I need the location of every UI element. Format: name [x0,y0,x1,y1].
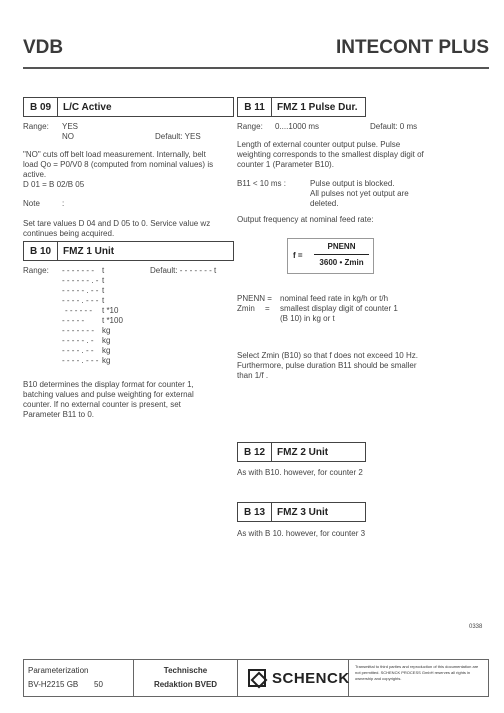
param-title: FMZ 1 Unit [63,245,115,257]
def-value: smallest display digit of counter 1 [280,304,398,313]
formula-numerator: PNENN [327,242,356,251]
formula-lhs: f = [293,251,303,260]
param-box-b11 [237,97,366,117]
footer-page-number: 50 [94,680,103,689]
range-unit: t [102,276,105,285]
param-code: B 11 [238,98,272,116]
range-pattern: - - - - . - - [62,346,94,355]
condition-text: Pulse output is blocked. [310,179,395,188]
footer-legal-cell [349,660,488,696]
select-line: than 1/f . [237,371,269,380]
desc-line: "NO" cuts off belt load measurement. Internally, belt [23,150,206,159]
param-title: FMZ 1 Pulse Dur. [277,101,358,113]
range-pattern: - - - - . - - - [62,296,99,305]
desc-line: batching values and pulse weighting for external [23,390,194,399]
param-code: B 09 [24,98,58,116]
footer-dept-cell [134,660,238,696]
freq-label: Output frequency at nominal feed rate: [237,215,374,224]
frequency-formula [287,238,374,274]
def-value: (B 10) in kg or t [280,314,335,323]
footer-section: Parameterization [28,666,89,675]
desc-line: weighting corresponds to the smallest display digit of [237,150,424,159]
condition-text: deleted. [310,199,339,208]
condition-text: All pulses not yet output are [310,189,409,198]
note-line: Set tare values D 04 and D 05 to 0. Service value wz [23,219,211,228]
brand-name: SCHENCK [272,669,350,687]
note-colon: : [62,199,65,208]
param-box-b09 [23,97,234,117]
param-box-b10 [23,241,234,261]
note-line: continues being acquired. [23,229,115,238]
range-pattern: - - - - - - - [62,266,94,275]
range-pattern: - - - - - . - - [62,286,99,295]
desc-line: active. [23,170,47,179]
param-box-b12 [237,442,366,462]
desc-line: load Qo = P0/V0 8 (computed from nominal values) is [23,160,214,169]
desc-line: Parameter B11 to 0. [23,410,94,419]
header-rule [23,67,489,69]
note-label: Note [23,199,40,208]
range-unit: kg [102,346,111,355]
range-unit: kg [102,336,111,345]
range-unit: t *10 [102,306,119,315]
header-left: VDB [23,37,64,58]
footer-logo-cell [238,660,349,696]
default-value: Default: YES [155,132,201,141]
range-pattern: - - - - - - - [62,326,94,335]
param-title: FMZ 2 Unit [277,446,329,458]
range-label: Range: [237,122,263,131]
schenck-logo-icon [248,669,266,687]
range-unit: t *100 [102,316,123,325]
range-label: Range: [23,122,49,131]
range-option: YES [62,122,79,131]
range-option: NO [62,132,74,141]
param-title: L/C Active [63,101,112,113]
def-key: Zmin [237,304,255,313]
default-value: Default: - - - - - - - t [150,266,217,275]
param-code: B 12 [238,443,272,461]
range-value: 0....1000 ms [275,122,320,131]
range-pattern: - - - - - [62,316,85,325]
formula-denominator: 3600 • Zmin [319,258,364,267]
default-value: Default: 0 ms [370,122,418,131]
legal-notice: Transmittal to third parties and reproduction of this documentation are not permitted. SCHENCK PROCESS GmbH reserves all rights in ownership and copyrights. [355,664,479,681]
param-box-b13 [237,502,366,522]
desc-line: counter. If no external counter is present, set [23,400,181,409]
desc-line: B10 determines the display format for counter 1, [23,380,194,389]
def-value: nominal feed rate in kg/h or t/h [280,294,389,303]
range-unit: kg [102,326,111,335]
param-code: B 10 [24,242,58,260]
desc-line: Length of external counter output pulse. Pulse [237,140,401,149]
range-pattern: - - - - . - - - [62,356,99,365]
desc-line: D 01 = B 02/B 05 [23,180,85,189]
footer-dept: Technische [163,666,208,675]
desc-line: As with B 10. however, for counter 3 [237,529,366,538]
desc-line: As with B10. however, for counter 2 [237,468,363,477]
footer [23,659,489,697]
select-line: Furthermore, pulse duration B11 should be smaller [237,361,417,370]
range-label: Range: [23,266,49,275]
fraction-bar [314,254,369,255]
footer-doc-cell [24,660,134,696]
def-eq: = [265,304,270,313]
range-pattern: - - - - - - [65,306,93,315]
range-unit: t [102,266,105,275]
param-title: FMZ 3 Unit [277,506,329,518]
condition-label: B11 < 10 ms : [237,179,286,188]
select-line: Select Zmin (B10) so that f does not exceed 10 Hz. [237,351,418,360]
param-code: B 13 [238,503,272,521]
range-pattern: - - - - - . - [62,336,94,345]
header-right: INTECONT PLUS [335,37,489,58]
range-unit: t [102,296,105,305]
page-ref: 0338 [469,624,483,630]
range-unit: kg [102,356,111,365]
range-unit: t [102,286,105,295]
schenck-logo [248,669,350,687]
range-pattern: - - - - - - . - [62,276,99,285]
footer-dept: Redaktion BVED [153,680,218,689]
def-key: PNENN = [237,294,272,303]
desc-line: counter 1 (Parameter B10). [237,160,334,169]
footer-doc-number: BV-H2215 GB [28,680,79,689]
